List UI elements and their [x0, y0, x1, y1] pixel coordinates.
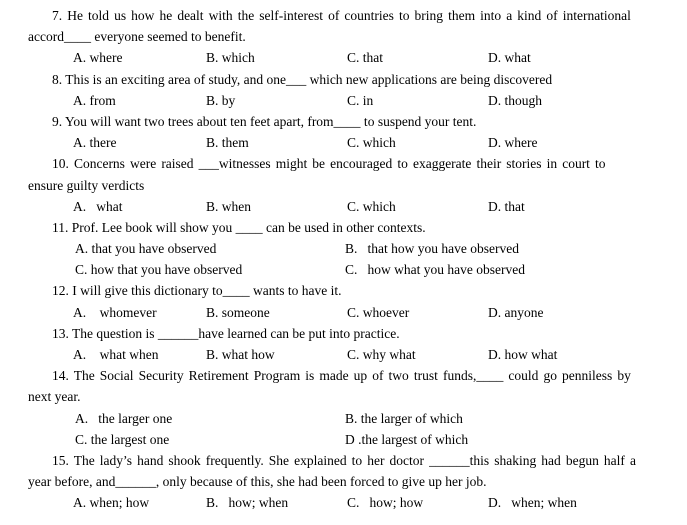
question-8 [0, 69, 687, 111]
question-13-text-line-1: 13. The question is ______have learned can be put into practice. [52, 325, 400, 341]
question-11 [0, 217, 687, 281]
q8-option-d: D. though [488, 92, 542, 108]
q11-option-c1: C. how that you have observed [75, 262, 243, 278]
question-10-text-line-2: ensure guilty verdicts [28, 177, 145, 193]
question-13 [0, 323, 687, 365]
question-12 [0, 280, 687, 322]
q15-option-d: D. when; when [488, 495, 577, 511]
question-10 [0, 153, 687, 217]
question-9-text-line-1: 9. You will want two trees about ten feet apart, from____ to suspend your tent. [52, 113, 477, 129]
question-14-options-row-2 [0, 429, 687, 450]
question-15 [0, 450, 687, 514]
q13-option-c: C. why what [347, 347, 416, 362]
q13-option-d: D. how what [488, 347, 558, 362]
q8-option-c: C. in [347, 92, 374, 108]
q12-option-c: C. whoever [347, 304, 410, 320]
q13-option-b: B. what how [206, 347, 275, 362]
q7-option-d: D. what [488, 50, 531, 66]
question-8-text-line-1: 8. This is an exciting area of study, and one___ which new applications are being discovered [52, 71, 553, 87]
q14-option-c: C. the largest one [75, 431, 170, 447]
q9-option-c: C. which [347, 135, 396, 151]
q7-option-c: C. that [347, 50, 383, 66]
question-7-options-row [0, 47, 687, 68]
q12-option-b: B. someone [206, 304, 270, 320]
q9-option-b: B. them [206, 135, 249, 151]
q10-option-d: D. that [488, 198, 525, 214]
question-9 [0, 111, 687, 153]
q12-option-a: A. whomever [73, 304, 157, 320]
q10-option-c: C. which [347, 198, 396, 214]
q10-option-a: A. what [73, 198, 123, 214]
q11-option-b: B. that how you have observed [345, 241, 519, 257]
question-14-text-line-2: next year. [28, 389, 81, 405]
q7-option-a: A. where [73, 50, 123, 66]
question-10-options-row [0, 196, 687, 217]
question-8-options-row [0, 90, 687, 111]
question-7 [0, 5, 687, 69]
q9-option-d: D. where [488, 135, 538, 151]
question-11-options-row-1 [0, 238, 687, 259]
question-12-text-line-1: 12. I will give this dictionary to____ wants to have it. [52, 283, 342, 299]
q8-option-b: B. by [206, 92, 236, 108]
q8-option-a: A. from [73, 92, 116, 108]
question-15-text-line-1: 15. The lady’s hand shook frequently. She explained to her doctor ______this shaking had begun half a [52, 452, 636, 468]
q14-option-d: D .the largest of which [345, 431, 469, 447]
question-7-text-line-1: 7. He told us how he dealt with the self-interest of countries to bring them into a kind of international [52, 8, 631, 23]
q11-option-c2: C. how what you have observed [345, 262, 525, 278]
question-14 [0, 365, 687, 450]
question-7-text-line-2: accord____ everyone seemed to benefit. [28, 29, 246, 45]
q14-option-b: B. the larger of which [345, 410, 463, 426]
question-15-text-line-2: year before, and______, only because of this, she had been forced to give up her job. [28, 474, 487, 490]
question-14-options-row-1 [0, 408, 687, 429]
question-15-options-row [0, 492, 687, 513]
q9-option-a: A. there [73, 135, 117, 151]
q15-option-c: C. how; how [347, 495, 424, 511]
question-10-text-line-1: 10. Concerns were raised ___witnesses might be encouraged to exaggerate their stories in court to [52, 156, 606, 172]
q15-option-b: B. how; when [206, 495, 289, 511]
question-13-options-row [0, 344, 687, 365]
q12-option-d: D. anyone [488, 304, 544, 320]
q7-option-b: B. which [206, 50, 255, 66]
question-12-options-row [0, 302, 687, 323]
q13-option-a: A. what when [73, 347, 159, 362]
question-14-text-line-1: 14. The Social Security Retirement Program is made up of two trust funds,____ could go penniless by [52, 368, 631, 384]
q10-option-b: B. when [206, 198, 251, 214]
question-11-text-line-1: 11. Prof. Lee book will show you ____ can be used in other contexts. [52, 219, 426, 235]
q14-option-a: A. the larger one [75, 410, 173, 426]
q11-option-a: A. that you have observed [75, 241, 217, 257]
question-9-options-row [0, 132, 687, 153]
q15-option-a: A. when; how [73, 495, 150, 511]
question-11-options-row-2 [0, 259, 687, 280]
